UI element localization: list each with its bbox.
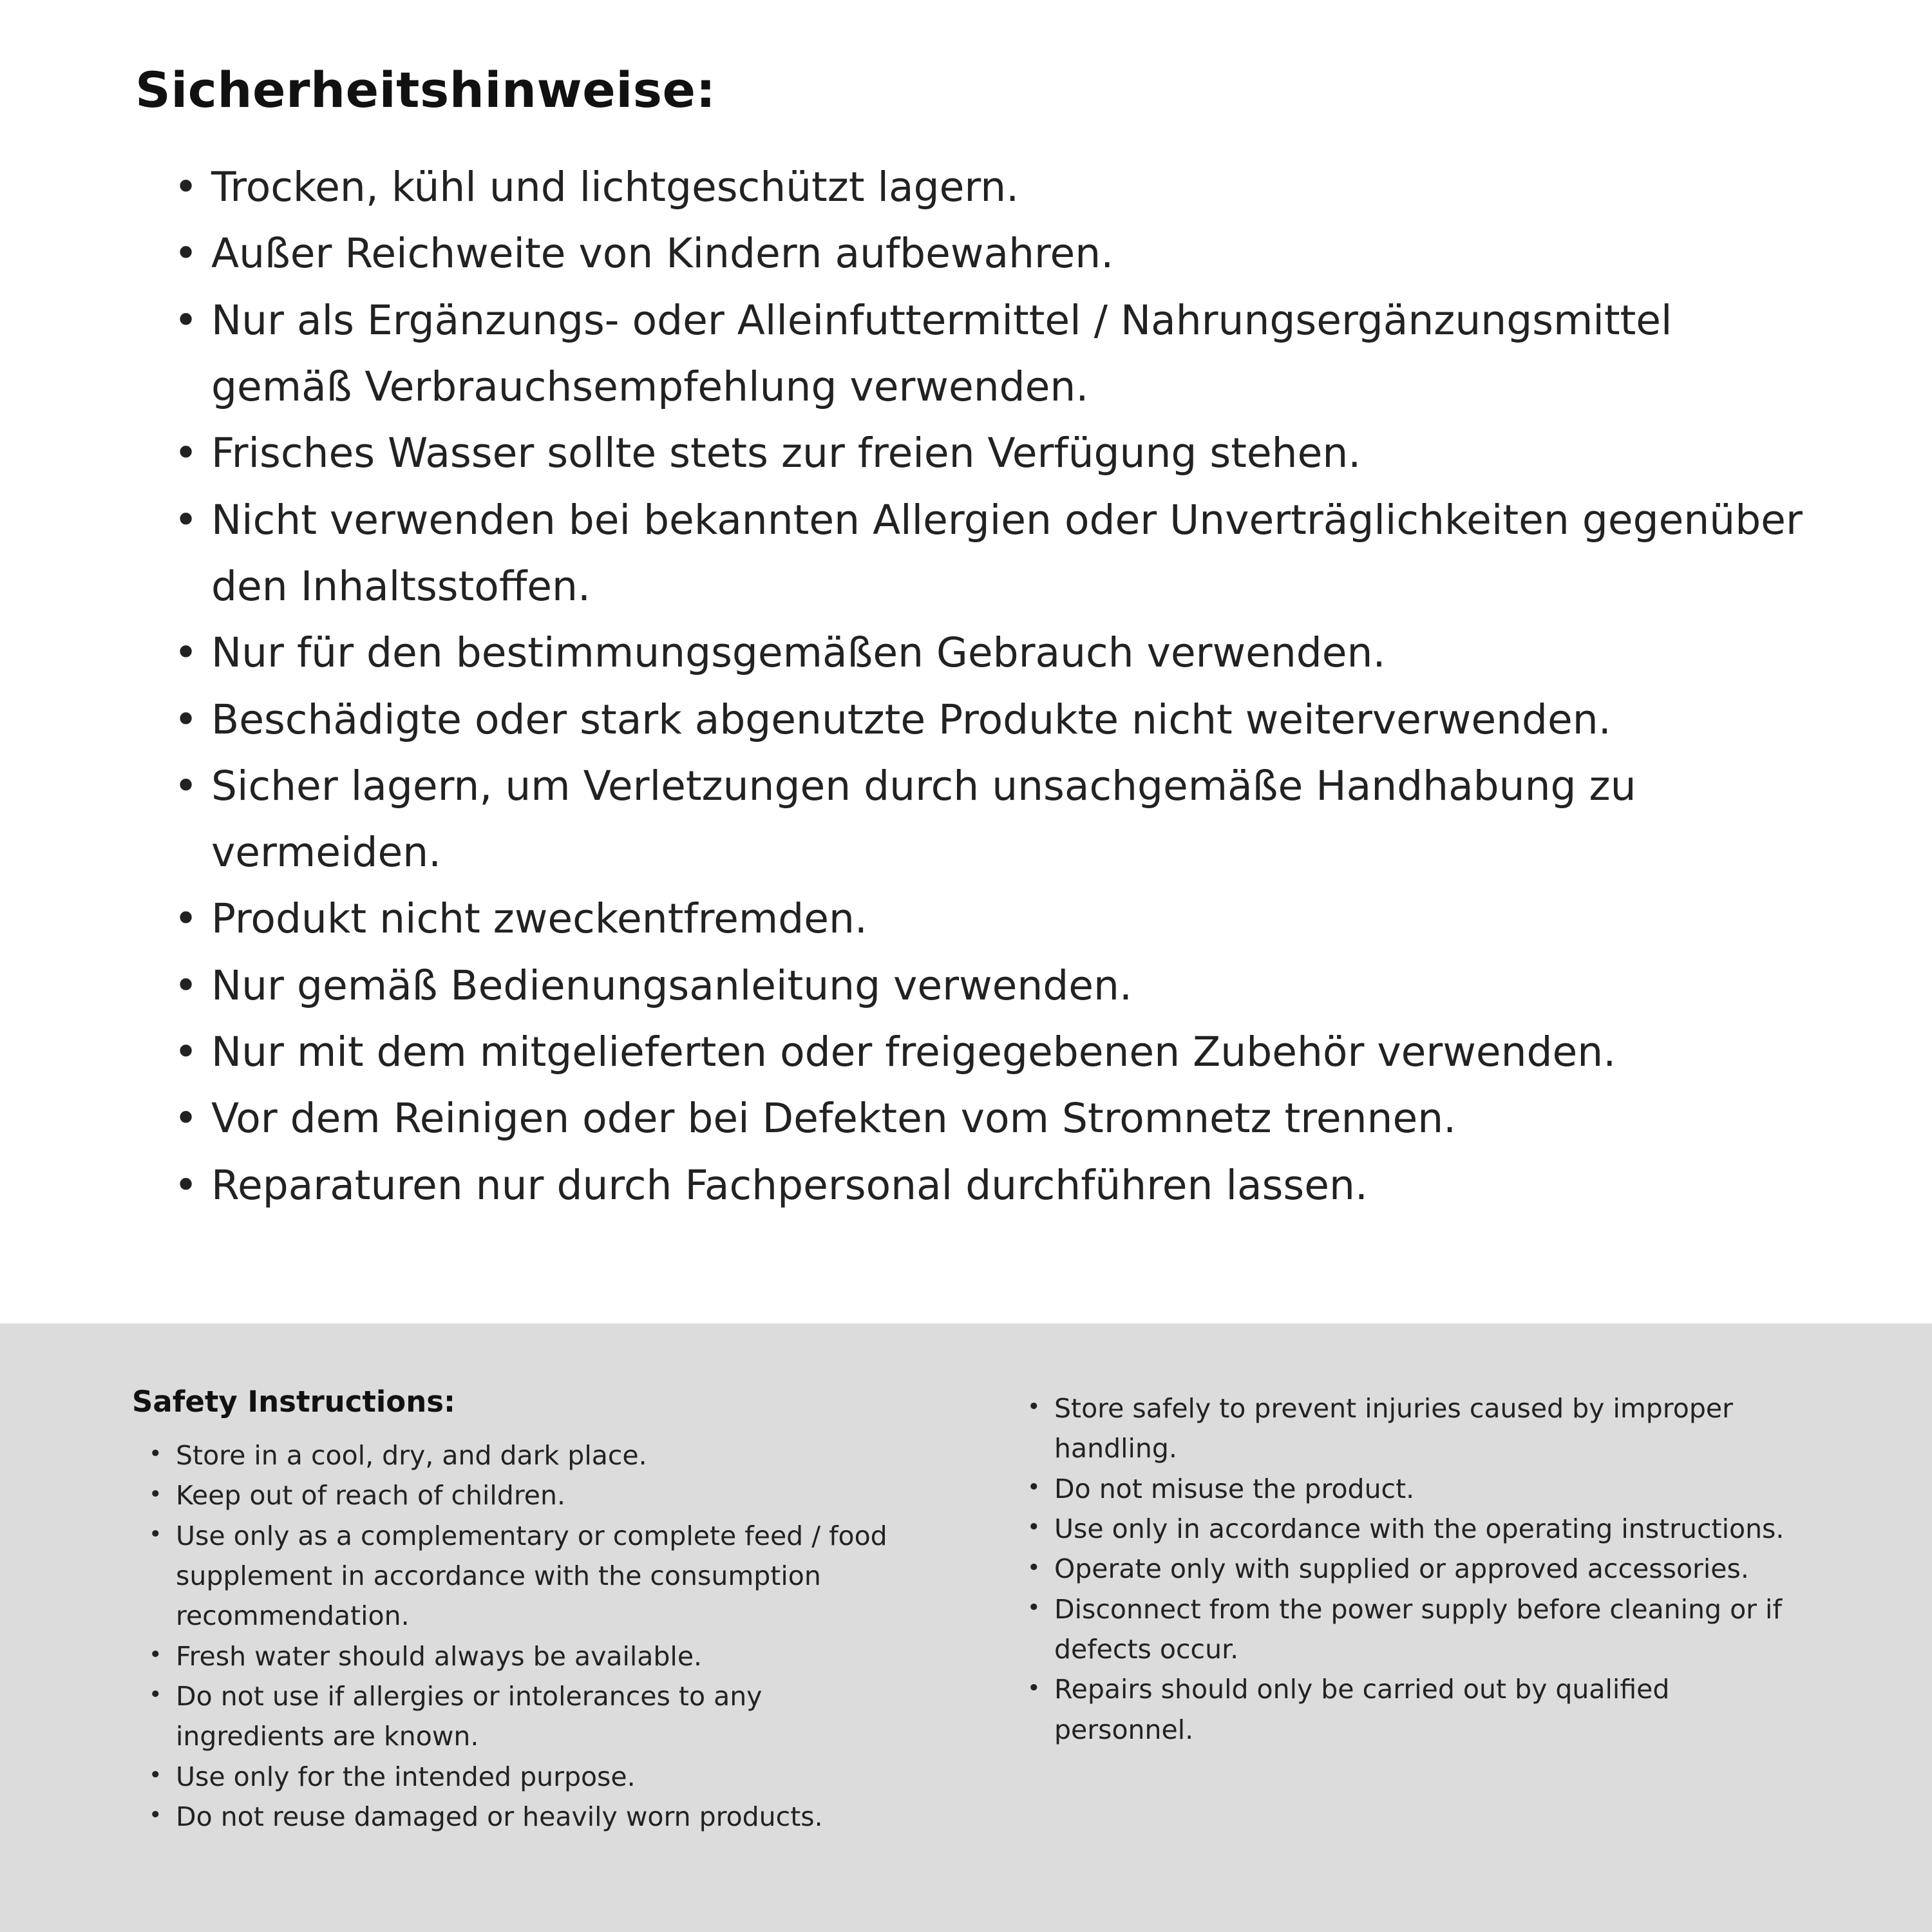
list-item: • Beschädigte oder stark abgenutzte Produkte nicht weiterverwenden.: [174, 687, 1810, 753]
list-item: • Nur für den bestimmungsgemäßen Gebrauch verwenden.: [174, 620, 1810, 686]
list-item: • Do not misuse the product.: [1027, 1469, 1813, 1509]
list-item: • Use only as a complementary or complete feed / food supplement in accordance with the consumption recommendation.: [149, 1516, 918, 1636]
english-right-column: [1027, 1385, 1813, 1932]
list-item: • Do not reuse damaged or heavily worn products.: [149, 1797, 918, 1837]
english-instructions-list-right: [1027, 1388, 1813, 1750]
list-item: • Nur mit dem mitgelieferten oder freigegebenen Zubehör verwenden.: [174, 1019, 1810, 1085]
list-item: • Produkt nicht zweckentfremden.: [174, 886, 1810, 952]
english-section: [0, 1323, 1932, 1932]
list-item: • Sicher lagern, um Verletzungen durch unsachgemäße Handhabung zu vermeiden.: [174, 753, 1810, 886]
list-item: • Disconnect from the power supply before cleaning or if defects occur.: [1027, 1589, 1813, 1670]
list-item: • Repairs should only be carried out by qualified personnel.: [1027, 1669, 1813, 1750]
german-instructions-list: [135, 154, 1810, 1218]
list-item: • Nur gemäß Bedienungsanleitung verwenden.: [174, 952, 1810, 1019]
german-section-title: Sicherheitshinweise:: [135, 61, 716, 118]
list-item: • Nur als Ergänzungs- oder Alleinfuttermittel / Nahrungsergänzungsmittel gemäß Verbrauchsempfehlung verwenden.: [174, 287, 1810, 421]
list-item: • Do not use if allergies or intolerances to any ingredients are known.: [149, 1676, 918, 1757]
english-instructions-list-left: [132, 1435, 918, 1837]
list-item: • Fresh water should always be available.: [149, 1636, 918, 1676]
list-item: • Reparaturen nur durch Fachpersonal durchführen lassen.: [174, 1152, 1810, 1218]
english-section-title: Safety Instructions:: [132, 1385, 456, 1419]
list-item: • Use only for the intended purpose.: [149, 1757, 918, 1797]
english-left-column: [132, 1385, 918, 1932]
list-item: • Store safely to prevent injuries caused by improper handling.: [1027, 1388, 1813, 1469]
list-item: • Operate only with supplied or approved accessories.: [1027, 1549, 1813, 1589]
list-item: • Use only in accordance with the operating instructions.: [1027, 1509, 1813, 1549]
list-item: • Store in a cool, dry, and dark place.: [149, 1435, 918, 1475]
list-item: • Keep out of reach of children.: [149, 1475, 918, 1515]
list-item: • Außer Reichweite von Kindern aufbewahren.: [174, 220, 1810, 287]
list-item: • Trocken, kühl und lichtgeschützt lagern.: [174, 154, 1810, 220]
list-item: • Vor dem Reinigen oder bei Defekten vom Stromnetz trennen.: [174, 1085, 1810, 1151]
list-item: • Frisches Wasser sollte stets zur freien Verfügung stehen.: [174, 420, 1810, 486]
list-item: • Nicht verwenden bei bekannten Allergien oder Unverträglichkeiten gegenüber den Inhaltsstoffen.: [174, 487, 1810, 620]
